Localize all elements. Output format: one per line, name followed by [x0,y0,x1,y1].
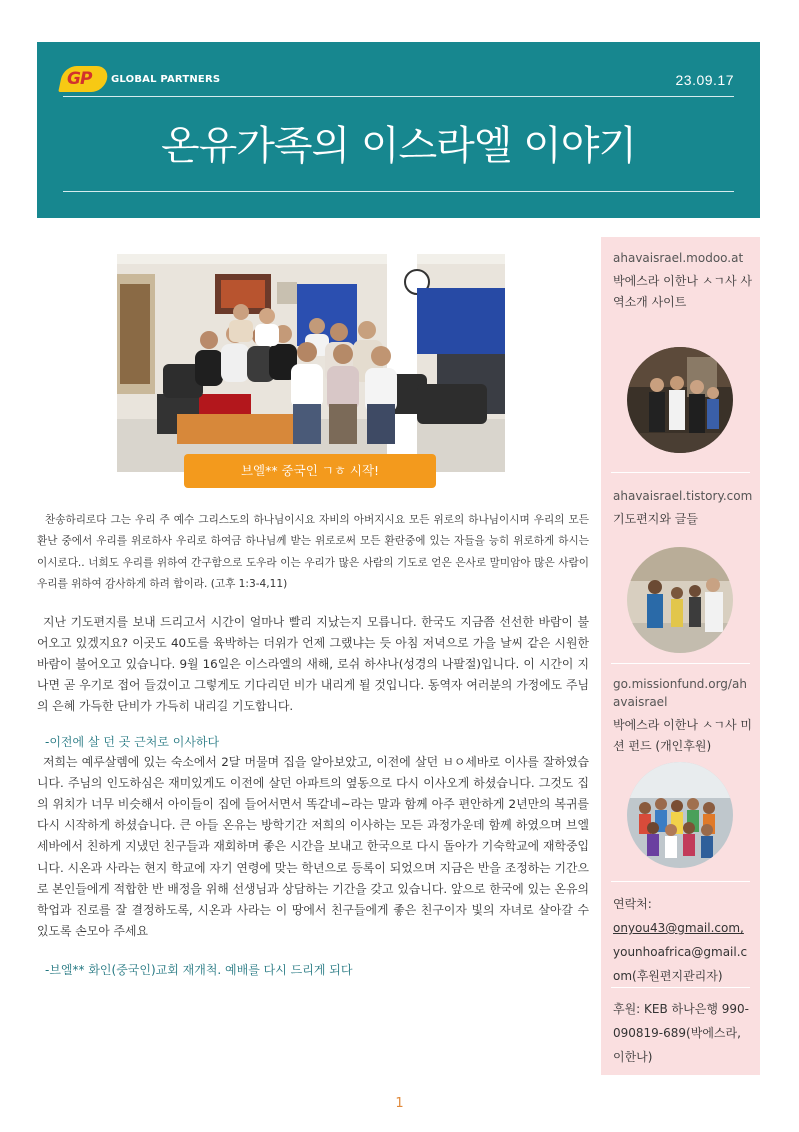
sidebar-donation [613,997,753,1069]
sidebar-site-3 [613,675,753,757]
contact-email-1[interactable]: onyou43@gmail.com, [613,921,744,935]
sidebar-divider [611,987,750,988]
sidebar-divider [611,663,750,664]
sidebar-site-2 [613,487,753,530]
sidebar-label-letters: 기도편지와 글들 [613,512,698,526]
sidebar-photo-street [627,547,733,653]
paragraph-moving: 저희는 예루살렘에 있는 숙소에서 2달 머물며 집을 알아보았고, 이전에 살던 ㅂㅇ세바로 이사를 잘하였습니다. 주님의 인도하심은 재미있게도 이전에 살던 아파트의 옆동으로 다시 이사오게 하셨습니다. 그것도 집의 위치가 너무 비슷해서 아이들이 집에 들어서면서 똑같네~라는 말과 함께 아주 편안하게 2년만의 복귀를 다시 시작하게 하셨습니다. 큰 아들 온유는 방학기간 저희의 이사하는 모든 과정가운데 함께 하였으며 브엘세바에서 친하게 지냈던 친구들과 재회하며 좋은 시간을 보내고 한국으로 다시 돌아가 기숙학교에 재학중입니다. 시온과 사라는 현지 학교에 자기 연령에 맞는 학년으로 등록이 되었으며 지금은 반을 조정하는 기간으로 본인들에게 적합한 반 배정을 위해 선생님과 상담하는 기간을 갖고 있습니다. 앞으로 한국에 있는 온유의 학업과 진로를 잘 결정하도록, 시온과 사라는 이 땅에서 친구들에게 좋은 친구이자 빛의 자녀로 살아갈 수 있도록 손모아 주세요 [37,754,590,939]
photo-caption: 브엘** 중국인 ㄱㅎ 시작! [184,454,436,488]
gp-logo-mark: GP [61,66,107,92]
sidebar [601,237,760,1075]
header-divider-top [63,96,734,97]
newsletter-title: 온유가족의 이스라엘 이야기 [160,123,637,169]
global-partners-logo [61,66,220,92]
scripture-verse: 찬송하리로다 그는 우리 주 예수 그리스도의 하나님이시요 자비의 아버지시요 모든 위로의 하나님이시며 우리의 모든 환난 중에서 우리를 위로하사 우리로 하여금 하나님께 받는 위로로써 모든 환란중에 있는 자들을 능히 위로하게 하시는 이시로다.. 너희도 우리를 위하여 간구함으로 도우라 이는 우리가 많은 사람의 기도로 얻은 은사로 말미암아 많은 사람이 우리를 위하여 감사하게 하려 함이라. (고후 1:3-4,11) [37,514,589,591]
header-divider-bottom [63,191,734,192]
sidebar-photo-family [627,347,733,453]
article-body [37,510,589,980]
contact-email-2[interactable]: younhoafrica@gmail.com(후원편지관리자) [613,945,748,983]
header-banner [37,42,760,218]
sidebar-label-ministry: 박에스라 이한나 ㅅㄱ사 사역소개 사이트 [613,274,752,309]
sidebar-divider [611,881,750,882]
donation-text: 후원: KEB 하나은행 990-090819-689(박에스라, 이한나) [613,1002,749,1064]
subheading-church: -브엘** 화인(중국인)교회 재개척. 예배를 다시 드리게 되다 [45,963,353,978]
sidebar-site-1 [613,249,753,313]
subheading-moving: -이전에 살 던 곳 근처로 이사하다 [45,734,220,749]
sidebar-url-missionfund[interactable]: go.missionfund.org/ahavaisrael [613,677,747,709]
newsletter-date: 23.09.17 [675,72,734,88]
page-number: 1 [395,1096,404,1111]
sidebar-label-fund: 박에스라 이한나 ㅅㄱ사 미션 펀드 (개인후원) [613,718,752,753]
sidebar-url-tistory[interactable]: ahavaisrael.tistory.com [613,489,753,503]
contact-heading: 연락처: [613,897,652,911]
church-group-photo [117,254,505,472]
sidebar-contact [613,892,753,988]
logo-text: GLOBAL PARTNERS [111,73,221,85]
sidebar-url-modoo[interactable]: ahavaisrael.modoo.at [613,251,744,265]
sidebar-divider [611,472,750,473]
paragraph-intro: 지난 기도편지를 보내 드리고서 시간이 얼마나 빨리 지났는지 모릅니다. 한국도 지금쯤 선선한 바람이 불어오고 있겠지요? 이곳도 40도를 육박하는 더위가 언제 그랬냐는 듯 아침 저녁으로 가을 날씨 같은 시원한 바람이 불어오고 있습니다. 9월 16일은 이스라엘의 새해, 로쉬 하샤나(성경의 나팔절)입니다. 이 시간이 지나면 곧 우기로 접어 들겄이고 그렇게도 기다리던 비가 내리게 될 것입니다. 동역자 여러분의 가정에도 주님의 은혜 가득한 단비가 가득히 내리길 기도합니다. [37,614,589,714]
sidebar-photo-group [627,762,733,868]
